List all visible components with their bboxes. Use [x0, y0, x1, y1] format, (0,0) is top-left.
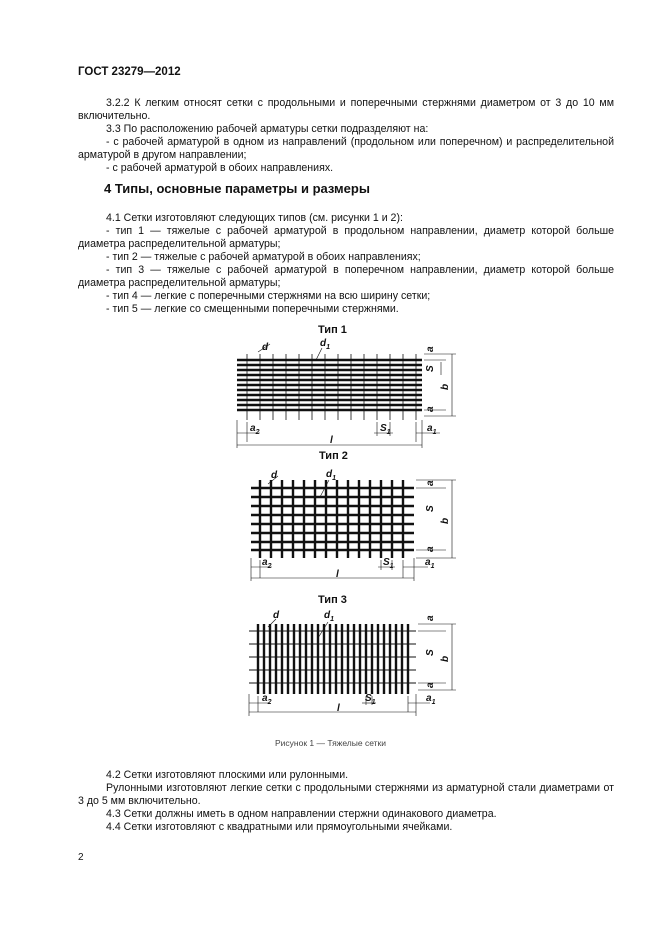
- label-b: b: [440, 517, 451, 524]
- label-a2: $a_2$: [262, 693, 272, 706]
- label-a1: $a_1$: [427, 423, 437, 436]
- label-a2: $a_2$: [262, 557, 272, 570]
- paragraph-4-3: 4.3 Сетки должны иметь в одном направлении стержни одинакового диаметра.: [106, 808, 497, 820]
- label-b: b: [440, 655, 451, 662]
- paragraph-4-2-rolled: Рулонными изготовляют легкие сетки с продольными стержнями из арматурной стали диаметрами от 3 до 5 мм включительно.: [78, 782, 614, 807]
- section-heading-4: 4 Типы, основные параметры и размеры: [104, 181, 370, 196]
- paragraph-3-2-2: 3.2.2 К легким относят сетки с продольными и поперечными стержнями диаметром от 3 до 10 мм включительно.: [78, 97, 614, 122]
- label-l: l: [337, 703, 340, 714]
- label-S: S: [425, 365, 436, 372]
- label-d1: $d_1$: [320, 338, 331, 351]
- label-S: S: [425, 505, 436, 512]
- list-item-type-5: - тип 5 — легкие со смещенными поперечными стержнями.: [106, 303, 399, 315]
- label-S1: $S_1$: [383, 557, 394, 570]
- label-d: d: [273, 610, 280, 621]
- page-number: 2: [78, 852, 84, 863]
- list-item-type-4: - тип 4 — легкие с поперечными стержнями на всю ширину сетки;: [106, 290, 431, 302]
- paragraph-4-2: 4.2 Сетки изготовляют плоскими или рулонными.: [106, 769, 349, 781]
- mesh-type-2: [251, 450, 456, 581]
- paragraph-4-1: 4.1 Сетки изготовляют следующих типов (см. рисунки 1 и 2):: [106, 212, 403, 224]
- label-a-top: a: [425, 346, 436, 352]
- label-d1: $d_1$: [326, 469, 337, 482]
- type-1-title: Тип 1: [318, 324, 347, 336]
- mesh-type-3: [249, 594, 456, 716]
- mesh-type-1: [237, 324, 456, 448]
- label-d: d: [271, 470, 278, 481]
- list-item-3-3-a: - с рабочей арматурой в одном из направлений (продольном или поперечном) и распределительной арматурой в другом направлении;: [78, 136, 614, 161]
- label-a-bottom: a: [425, 682, 436, 688]
- label-S1: $S_1$: [365, 693, 376, 706]
- list-item-type-3: - тип 3 — тяжелые с рабочей арматурой в поперечном направлении, диаметр которой больше диаметра распределительной арматуры;: [78, 264, 614, 289]
- label-l: l: [330, 435, 333, 446]
- label-S1: $S_1$: [380, 423, 391, 436]
- label-S: S: [425, 649, 436, 656]
- list-item-3-3-b: - с рабочей арматурой в обоих направлениях.: [106, 162, 334, 174]
- type-1-longitudinal-bars: [237, 360, 422, 410]
- type-2-title: Тип 2: [319, 450, 348, 462]
- list-item-type-2: - тип 2 — тяжелые с рабочей арматурой в обоих направлениях;: [106, 251, 421, 263]
- label-a-top: a: [425, 615, 436, 621]
- paragraph-4-4: 4.4 Сетки изготовляют с квадратными или прямоугольными ячейками.: [106, 821, 453, 833]
- label-a1: $a_1$: [425, 557, 435, 570]
- type-3-title: Тип 3: [318, 594, 347, 606]
- type-2-longitudinal-bars: [251, 488, 414, 550]
- label-d: d: [262, 342, 269, 353]
- label-l: l: [336, 569, 339, 580]
- label-b: b: [440, 383, 451, 390]
- paragraph-3-3: 3.3 По расположению рабочей арматуры сетки подразделяют на:: [106, 123, 429, 135]
- label-a1: $a_1$: [426, 693, 436, 706]
- label-a2: $a_2$: [250, 423, 260, 436]
- label-d1: $d_1$: [324, 610, 335, 623]
- type-2-transverse-bars: [260, 480, 403, 558]
- document-code: ГОСТ 23279—2012: [78, 66, 181, 78]
- label-a-bottom: a: [425, 546, 436, 552]
- label-a-top: a: [425, 480, 436, 486]
- label-a-bottom: a: [425, 406, 436, 412]
- figure-caption: Рисунок 1 — Тяжелые сетки: [274, 738, 387, 748]
- list-item-type-1: - тип 1 — тяжелые с рабочей арматурой в продольном направлении, диаметр которой больше диаметра распределительной арматуры;: [78, 225, 614, 250]
